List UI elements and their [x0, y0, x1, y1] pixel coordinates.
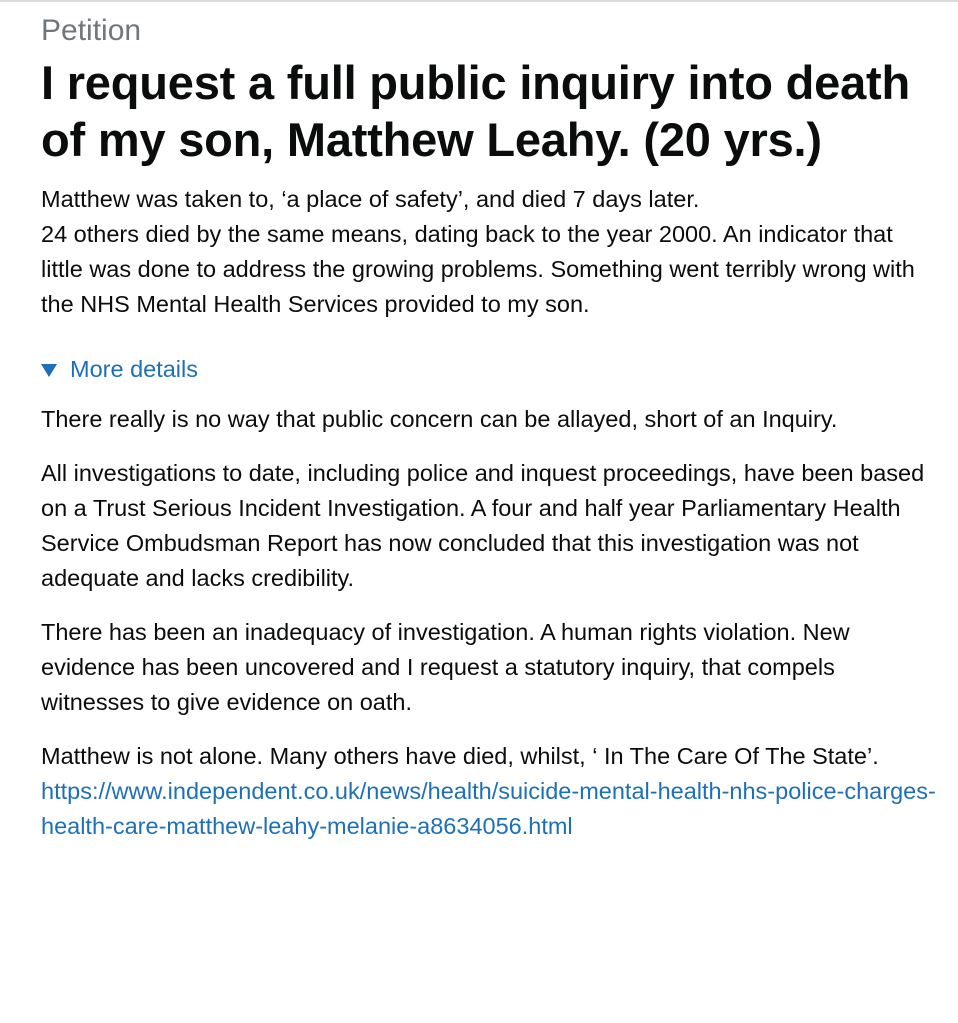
details-paragraph: There has been an inadequacy of investigation. A human rights violation. New evidence has been uncovered and I request a statutory inquiry, that compels witnesses to give evidence on oath. [41, 619, 850, 715]
triangle-down-icon [41, 364, 57, 377]
petition-page [41, 12, 941, 844]
details-paragraph: All investigations to date, including police and inquest proceedings, have been based on a Trust Serious Incident Investigation. A four and half year Parliamentary Health Service Ombudsman Report has now concluded that this investigation was not adequate and lacks credibility. [41, 460, 925, 591]
petition-summary [41, 182, 941, 322]
summary-line: 24 others died by the same means, dating back to the year 2000. An indicator that little was done to address the growing problems. Something went terribly wrong with the NHS Mental Health Services provided to my son. [41, 221, 915, 317]
top-divider [0, 0, 958, 2]
petition-caption: Petition [41, 14, 142, 47]
petition-title: I request a full public inquiry into death of my son, Matthew Leahy. (20 yrs.) [41, 56, 910, 166]
details-paragraph [41, 739, 941, 844]
independent-article-link[interactable]: https://www.independent.co.uk/news/health/suicide-mental-health-nhs-police-charges-health-care-matthew-leahy-melanie-a8634056.html [41, 778, 936, 839]
summary-line: Matthew was taken to, ‘a place of safety’, and died 7 days later. [41, 186, 700, 212]
details-paragraph: There really is no way that public concern can be allayed, short of an Inquiry. [41, 406, 838, 432]
more-details-label: More details [70, 356, 198, 382]
details-paragraph-text: Matthew is not alone. Many others have died, whilst, ‘ In The Care Of The State’. [41, 743, 879, 769]
more-details-toggle[interactable] [41, 352, 941, 387]
details-body [41, 402, 941, 844]
